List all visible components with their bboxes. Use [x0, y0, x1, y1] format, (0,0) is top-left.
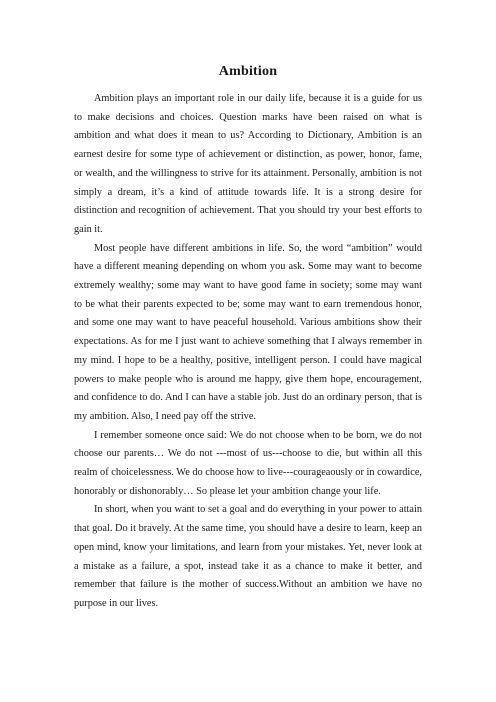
paragraph-4: In short, when you want to set a goal and do everything in your power to attain that goal. Do it bravely. At the same time, you should have a desire to learn, keep an open mind, know your limitations, and learn from your mistakes. Yet, never look at a mistake as a failure, a spot, instead take it as a chance to make it better, and remember that failure is the mother of success.Without an ambition we have no purpose in our lives. [74, 504, 422, 609]
document-title: Ambition [218, 64, 278, 79]
paragraph-3: I remember someone once said: We do not choose when to be born, we do not choose our parents… We do not ---most of us---choose to die, but within all this realm of choicelessness. We do choose how to live---courageaously or in cowardice, honorably or dishonorably… So please let your ambition change your life. [74, 429, 422, 497]
paragraph-1: Ambition plays an important role in our daily life, because it is a guide for us to make decisions and choices. Question marks have been raised on what is ambition and what does it mean to us? According to Dictionary, Ambition is an earnest desire for some type of achievement or distinction, as power, honor, fame, or wealth, and the willingness to strive for its attainment. Personally, ambition is not simply a dream, it’s a kind of attitude towards life. It is a strong desire for distinction and recognition of achievement. That you should try your best efforts to gain it. [74, 93, 422, 235]
paragraph-2: Most people have different ambitions in life. So, the word “ambition” would have a different meaning depending on whom you ask. Some may want to become extremely wealthy; some may want to have good fame in society; some may want to be what their parents expected to be; some may want to earn tremendous honor, and some one may want to have peaceful household. Various ambitions show their expectations. As for me I just want to achieve something that I always remember in my mind. I hope to be a healthy, positive, intelligent person. I could have magical powers to make people who is around me happy, give them hope, encouragement, and confidence to do. And I can have a stable job. Just do an ordinary person, that is my ambition. Also, I need pay off the strive. [74, 242, 422, 422]
document-body [74, 90, 422, 614]
